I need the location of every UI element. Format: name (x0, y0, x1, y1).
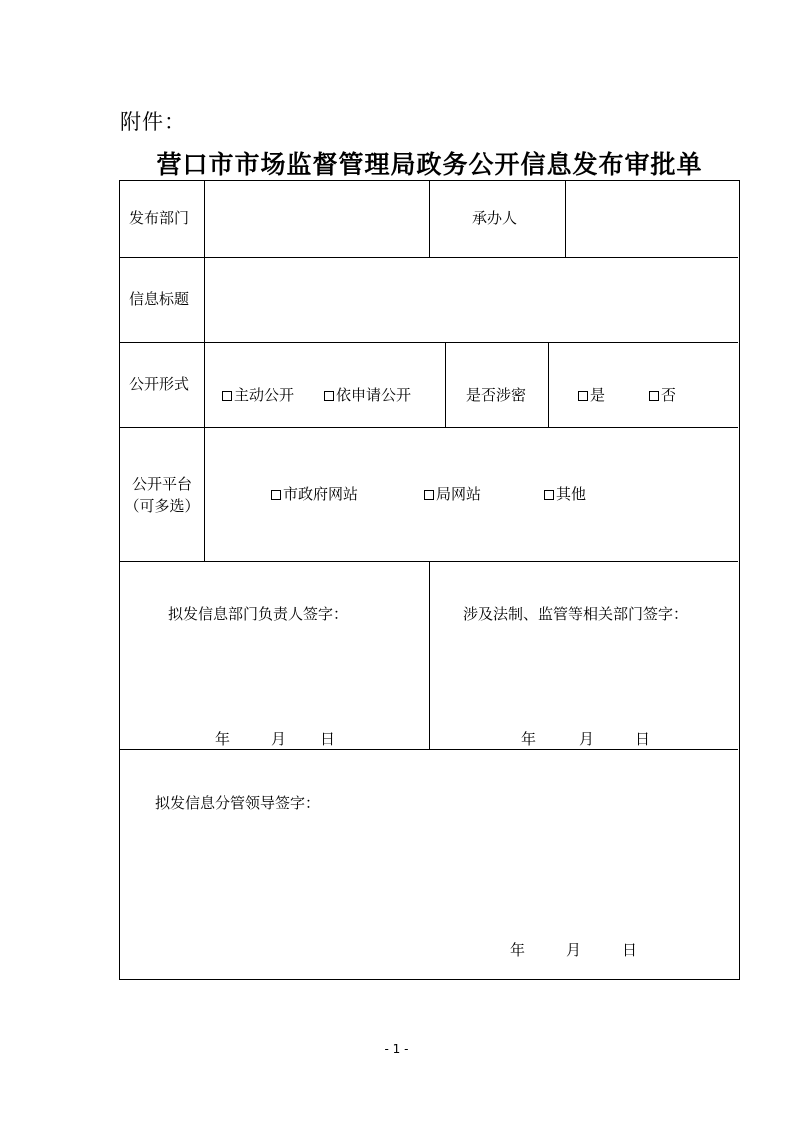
related-dept-sign-label: 涉及法制、监管等相关部门签字： (463, 605, 689, 623)
checkbox-label: 市政府网站 (283, 485, 359, 503)
dept-label: 发布部门 (129, 209, 190, 227)
row-divider (120, 342, 738, 343)
dept-head-sign-year: 年 (215, 730, 231, 748)
form-title: 营口市市场监督管理局政务公开信息发布审批单 (156, 150, 703, 179)
info-title-label: 信息标题 (129, 290, 190, 308)
secret-label: 是否涉密 (466, 386, 527, 404)
related-dept-sign-month: 月 (579, 730, 595, 748)
attachment-label: 附件： (120, 110, 186, 134)
dept-head-sign-month: 月 (271, 730, 287, 748)
column-divider (429, 181, 430, 257)
related-dept-sign-area[interactable] (430, 631, 738, 731)
disclosure-form-label: 公开形式 (129, 375, 190, 393)
checkbox-box (544, 490, 554, 500)
checkbox-box (424, 490, 434, 500)
proactive-disclosure-checkbox[interactable] (222, 388, 294, 403)
checkbox-box (649, 391, 659, 401)
handler-label: 承办人 (472, 209, 518, 227)
checkbox-label: 局网站 (436, 485, 482, 503)
checkbox-label: 是 (590, 386, 606, 404)
checkbox-label: 主动公开 (234, 386, 295, 404)
checkbox-box (222, 391, 232, 401)
related-dept-sign-year: 年 (521, 730, 537, 748)
column-divider (548, 342, 549, 427)
checkbox-box (271, 490, 281, 500)
leader-sign-day: 日 (622, 941, 638, 959)
dept-head-sign-day: 日 (320, 730, 336, 748)
secret-yes-checkbox[interactable] (578, 388, 605, 403)
other-platform-checkbox[interactable] (544, 487, 586, 502)
checkbox-box (578, 391, 588, 401)
city-gov-website-checkbox[interactable] (271, 487, 358, 502)
checkbox-label: 否 (661, 386, 677, 404)
row-divider (120, 427, 738, 428)
leader-sign-year: 年 (510, 941, 526, 959)
row-divider (120, 749, 738, 750)
leader-sign-month: 月 (566, 941, 582, 959)
dept-head-sign-area[interactable] (120, 631, 429, 731)
leader-sign-label: 拟发信息分管领导签字： (155, 794, 321, 812)
handler-value-cell[interactable] (566, 181, 738, 257)
platform-label (120, 473, 204, 517)
bureau-website-checkbox[interactable] (424, 487, 481, 502)
page-number: - 1 - (384, 1042, 409, 1056)
column-divider (445, 342, 446, 427)
leader-sign-area[interactable] (120, 821, 738, 931)
on-request-disclosure-checkbox[interactable] (324, 388, 411, 403)
secret-no-checkbox[interactable] (649, 388, 676, 403)
dept-value-cell[interactable] (205, 181, 429, 257)
dept-head-sign-label: 拟发信息部门负责人签字： (168, 605, 349, 623)
platform-label-line2: （可多选） (124, 497, 200, 515)
checkbox-label: 其他 (556, 485, 587, 503)
checkbox-label: 依申请公开 (336, 386, 412, 404)
platform-label-line1: 公开平台 (131, 475, 192, 493)
info-title-value-cell[interactable] (205, 258, 738, 342)
approval-form-table (119, 180, 740, 980)
checkbox-box (324, 391, 334, 401)
related-dept-sign-day: 日 (635, 730, 651, 748)
